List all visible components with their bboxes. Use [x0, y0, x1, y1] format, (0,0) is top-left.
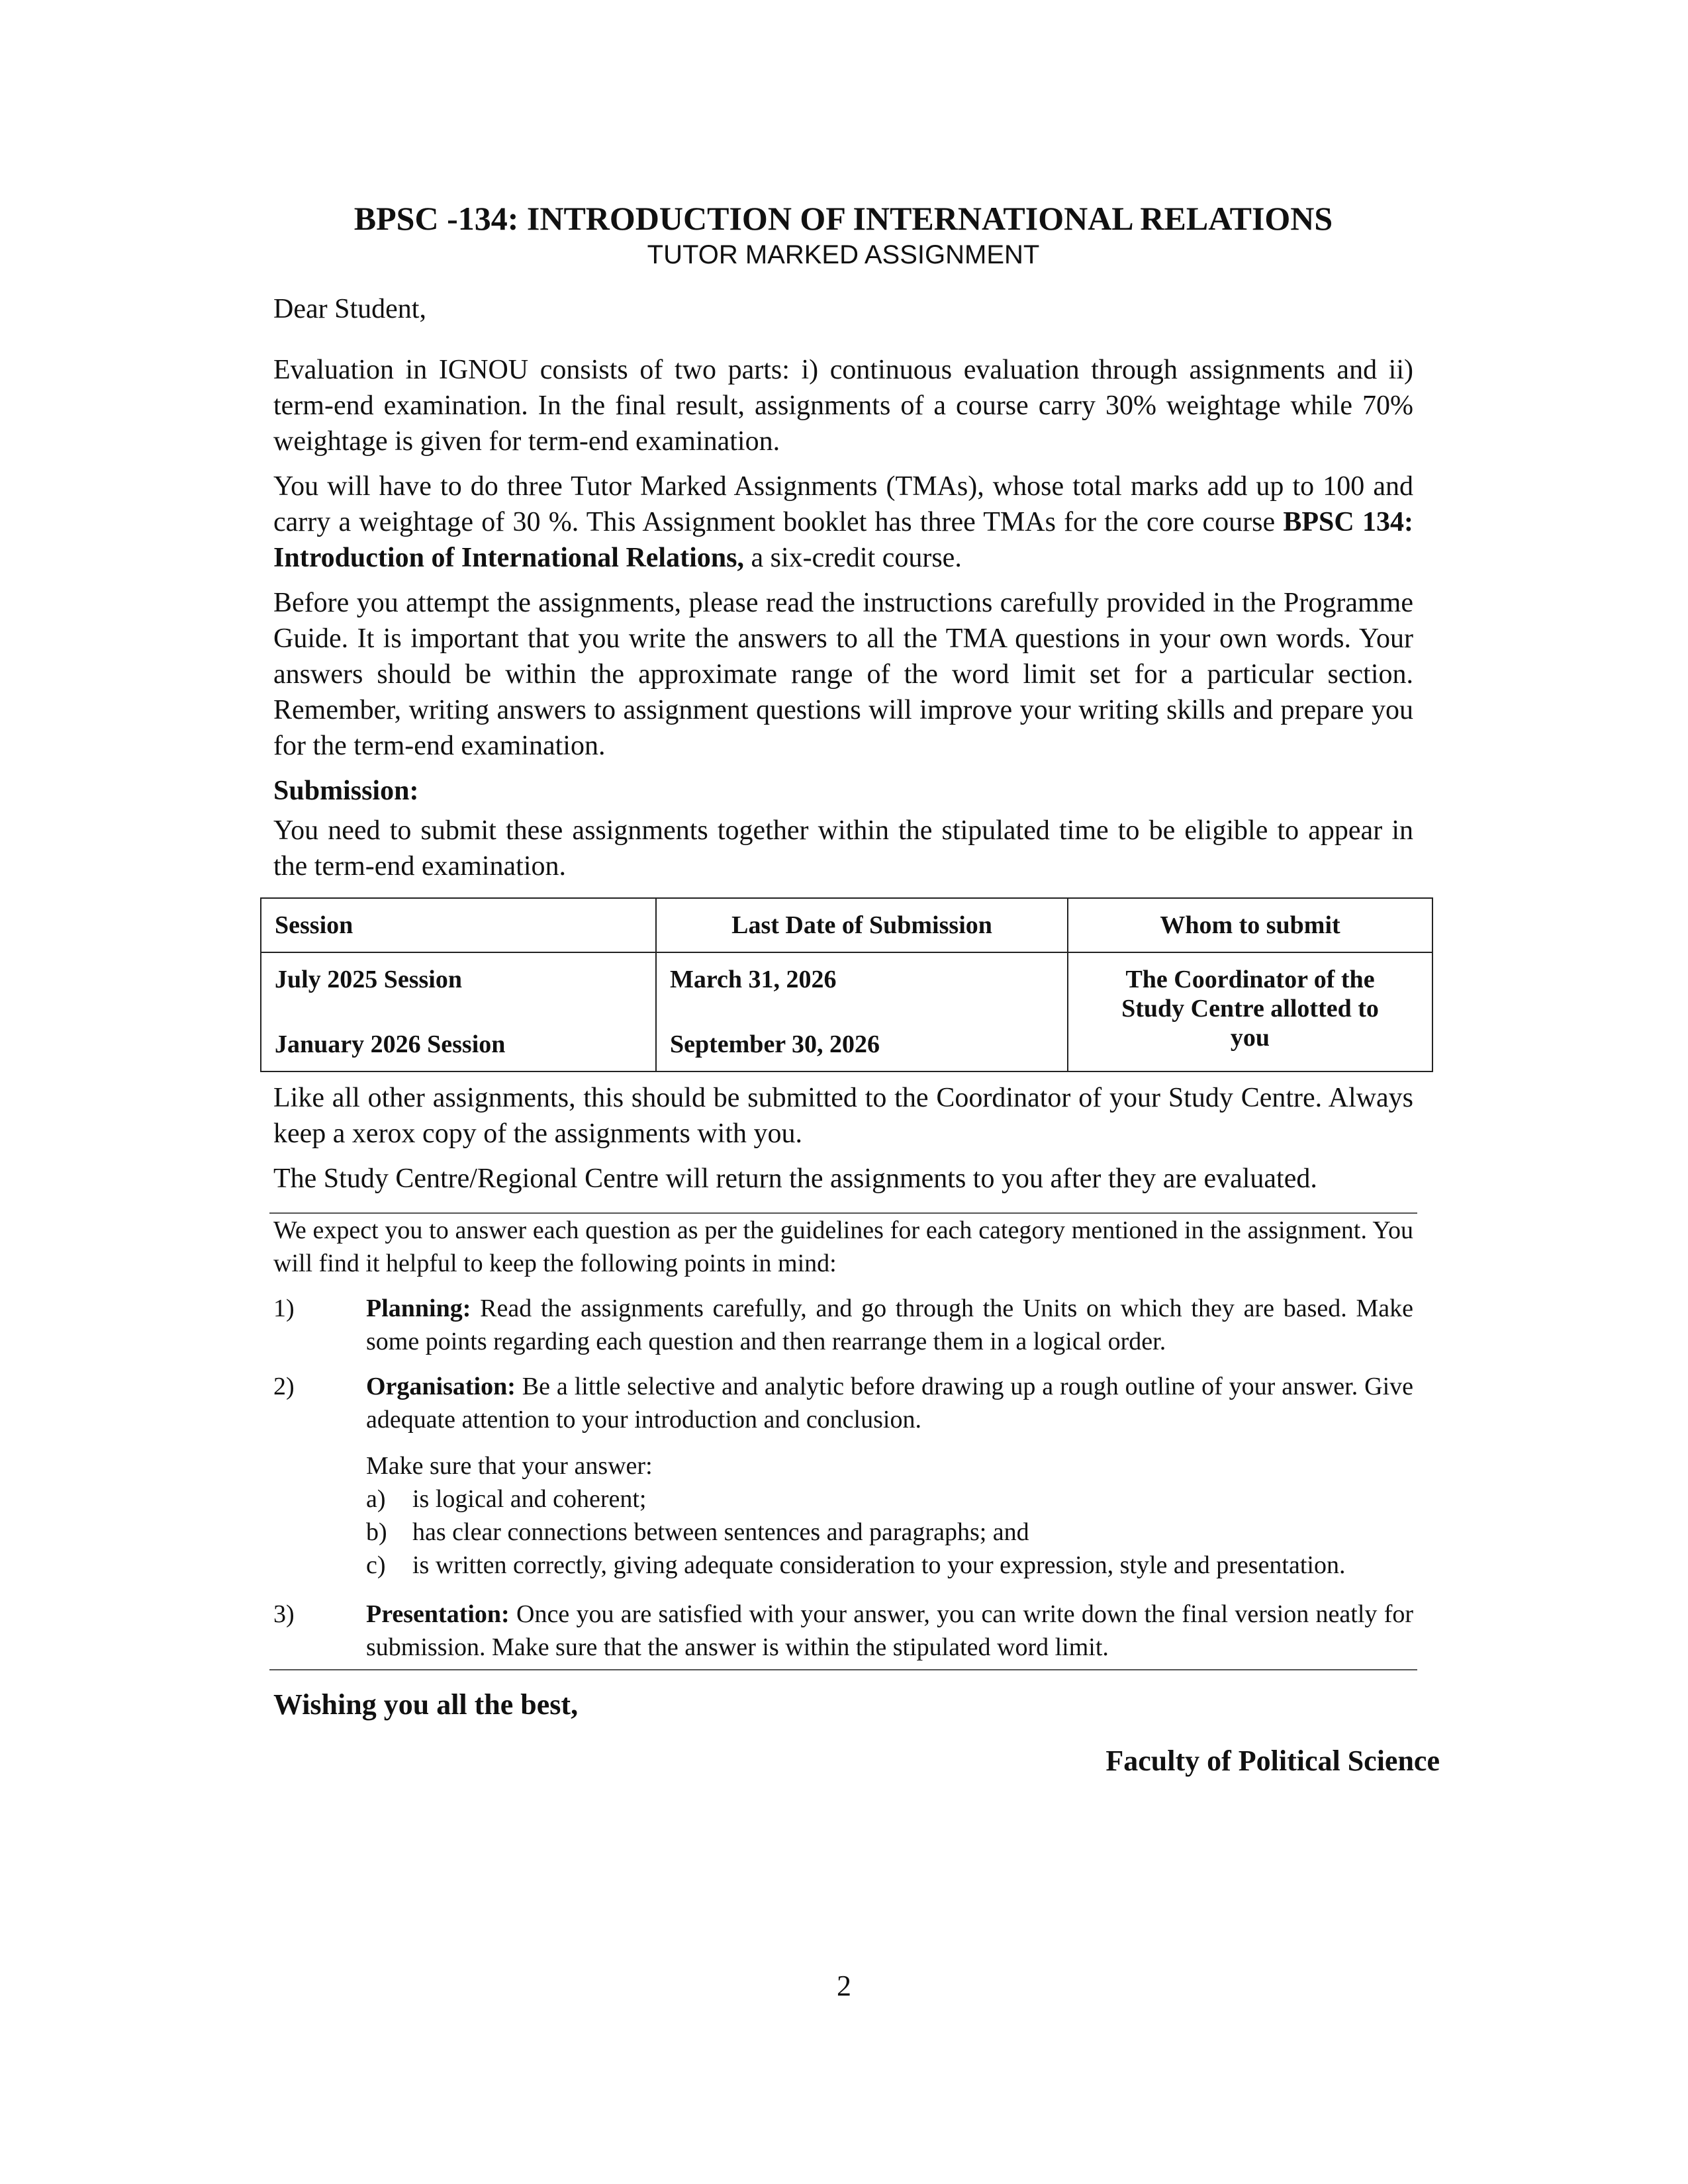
table-cell-dates — [656, 952, 1068, 1071]
paragraph-return: The Study Centre/Regional Centre will return the assignments to you after they are evaluated. — [273, 1163, 1317, 1194]
submission-heading: Submission: — [273, 776, 419, 806]
list-letter: c) — [366, 1551, 386, 1579]
point-label: Planning: — [366, 1295, 471, 1322]
submission-table — [260, 897, 1433, 1072]
signature: Faculty of Political Science — [1105, 1745, 1440, 1777]
table-cell-whom — [1068, 952, 1432, 1071]
list-item — [366, 1549, 1413, 1582]
closing-line: Wishing you all the best, — [273, 1688, 579, 1721]
table-header-whom: Whom to submit — [1068, 898, 1432, 952]
point-body: Once you are satisfied with your answer, you can write down the final version neatly for submission. Make sure that the answer is within the stipulated word limit. — [366, 1600, 1413, 1661]
point-label: Presentation: — [366, 1600, 510, 1628]
list-item — [366, 1482, 1413, 1516]
point-number: 3) — [273, 1600, 295, 1628]
page-number: 2 — [837, 1970, 851, 2002]
table-header-session: Session — [261, 898, 656, 952]
divider-bottom — [269, 1669, 1417, 1670]
guideline-point — [273, 1370, 1413, 1436]
paragraph-tmas — [273, 469, 1413, 576]
session-january: January 2026 Session — [275, 1030, 506, 1058]
list-letter: a) — [366, 1485, 386, 1513]
date-september: September 30, 2026 — [670, 1030, 880, 1058]
table-cell-sessions — [261, 952, 656, 1071]
guidelines-intro: We expect you to answer each question as per the guidelines for each category mentioned in the assignment. You will find it helpful to keep the following points in mind: — [273, 1216, 1413, 1277]
whom-line-2: Study Centre allotted to — [1121, 995, 1379, 1023]
salutation: Dear Student, — [273, 294, 426, 324]
make-sure-list — [366, 1449, 1413, 1582]
list-text: is logical and coherent; — [412, 1485, 647, 1513]
paragraph-tmas-end: a six-credit course. — [743, 543, 962, 573]
paragraph-tmas-text: You will have to do three Tutor Marked Assignments (TMAs), whose total marks add up to 100 and carry a weightage of 30 %. This Assignment booklet has three TMAs for the core course — [273, 471, 1413, 537]
table-row — [261, 952, 1432, 1071]
point-number: 1) — [273, 1295, 295, 1322]
document-subtitle: TUTOR MARKED ASSIGNMENT — [647, 240, 1040, 269]
point-text — [366, 1292, 1413, 1358]
point-text — [366, 1370, 1413, 1436]
whom-line-3: you — [1230, 1024, 1270, 1052]
list-item — [366, 1516, 1413, 1549]
point-body: Be a little selective and analytic before drawing up a rough outline of your answer. Give adequate attention to your introduction and conclusion. — [366, 1373, 1413, 1433]
course-name: BPSC 134: Introduction of International Relations, — [273, 507, 1413, 573]
paragraph-coordinator: Like all other assignments, this should be submitted to the Coordinator of your Study Centre. Always keep a xerox copy of the assignments with you. — [273, 1083, 1413, 1149]
session-july: July 2025 Session — [275, 966, 462, 993]
guideline-point — [273, 1598, 1413, 1664]
make-sure-heading: Make sure that your answer: — [366, 1452, 653, 1480]
document-page — [273, 199, 1440, 1778]
guideline-point — [273, 1292, 1413, 1358]
list-text: is written correctly, giving adequate consideration to your expression, style and presentation. — [412, 1551, 1346, 1579]
submission-text: You need to submit these assignments together within the stipulated time to be eligible to appear in the term-end examination. — [273, 815, 1413, 882]
guidelines-box — [273, 1214, 1413, 1664]
paragraph-evaluation: Evaluation in IGNOU consists of two parts: i) continuous evaluation through assignments and ii) term-end examination. In the final result, assignments of a course carry 30% weightage while 70% weightage is given for term-end examination. — [273, 355, 1413, 457]
whom-line-1: The Coordinator of the — [1125, 966, 1375, 993]
list-letter: b) — [366, 1518, 387, 1546]
list-text: has clear connections between sentences and paragraphs; and — [412, 1518, 1029, 1546]
point-body: Read the assignments carefully, and go through the Units on which they are based. Make some points regarding each question and then rearrange them in a logical order. — [366, 1295, 1413, 1355]
table-header-row — [261, 898, 1432, 952]
document-title: BPSC -134: INTRODUCTION OF INTERNATIONAL RELATIONS — [353, 200, 1333, 237]
paragraph-instructions: Before you attempt the assignments, please read the instructions carefully provided in the Programme Guide. It is important that you write the answers to all the TMA questions in your own words. Your answers should be within the approximate range of the word limit set for a particular section. Remember, writing answers to assignment questions will improve your writing skills and prepare you for the term-end examination. — [273, 588, 1413, 761]
point-label: Organisation: — [366, 1373, 516, 1400]
date-march: March 31, 2026 — [670, 966, 837, 993]
point-number: 2) — [273, 1373, 295, 1400]
point-text — [366, 1598, 1413, 1664]
table-header-last-date: Last Date of Submission — [656, 898, 1068, 952]
